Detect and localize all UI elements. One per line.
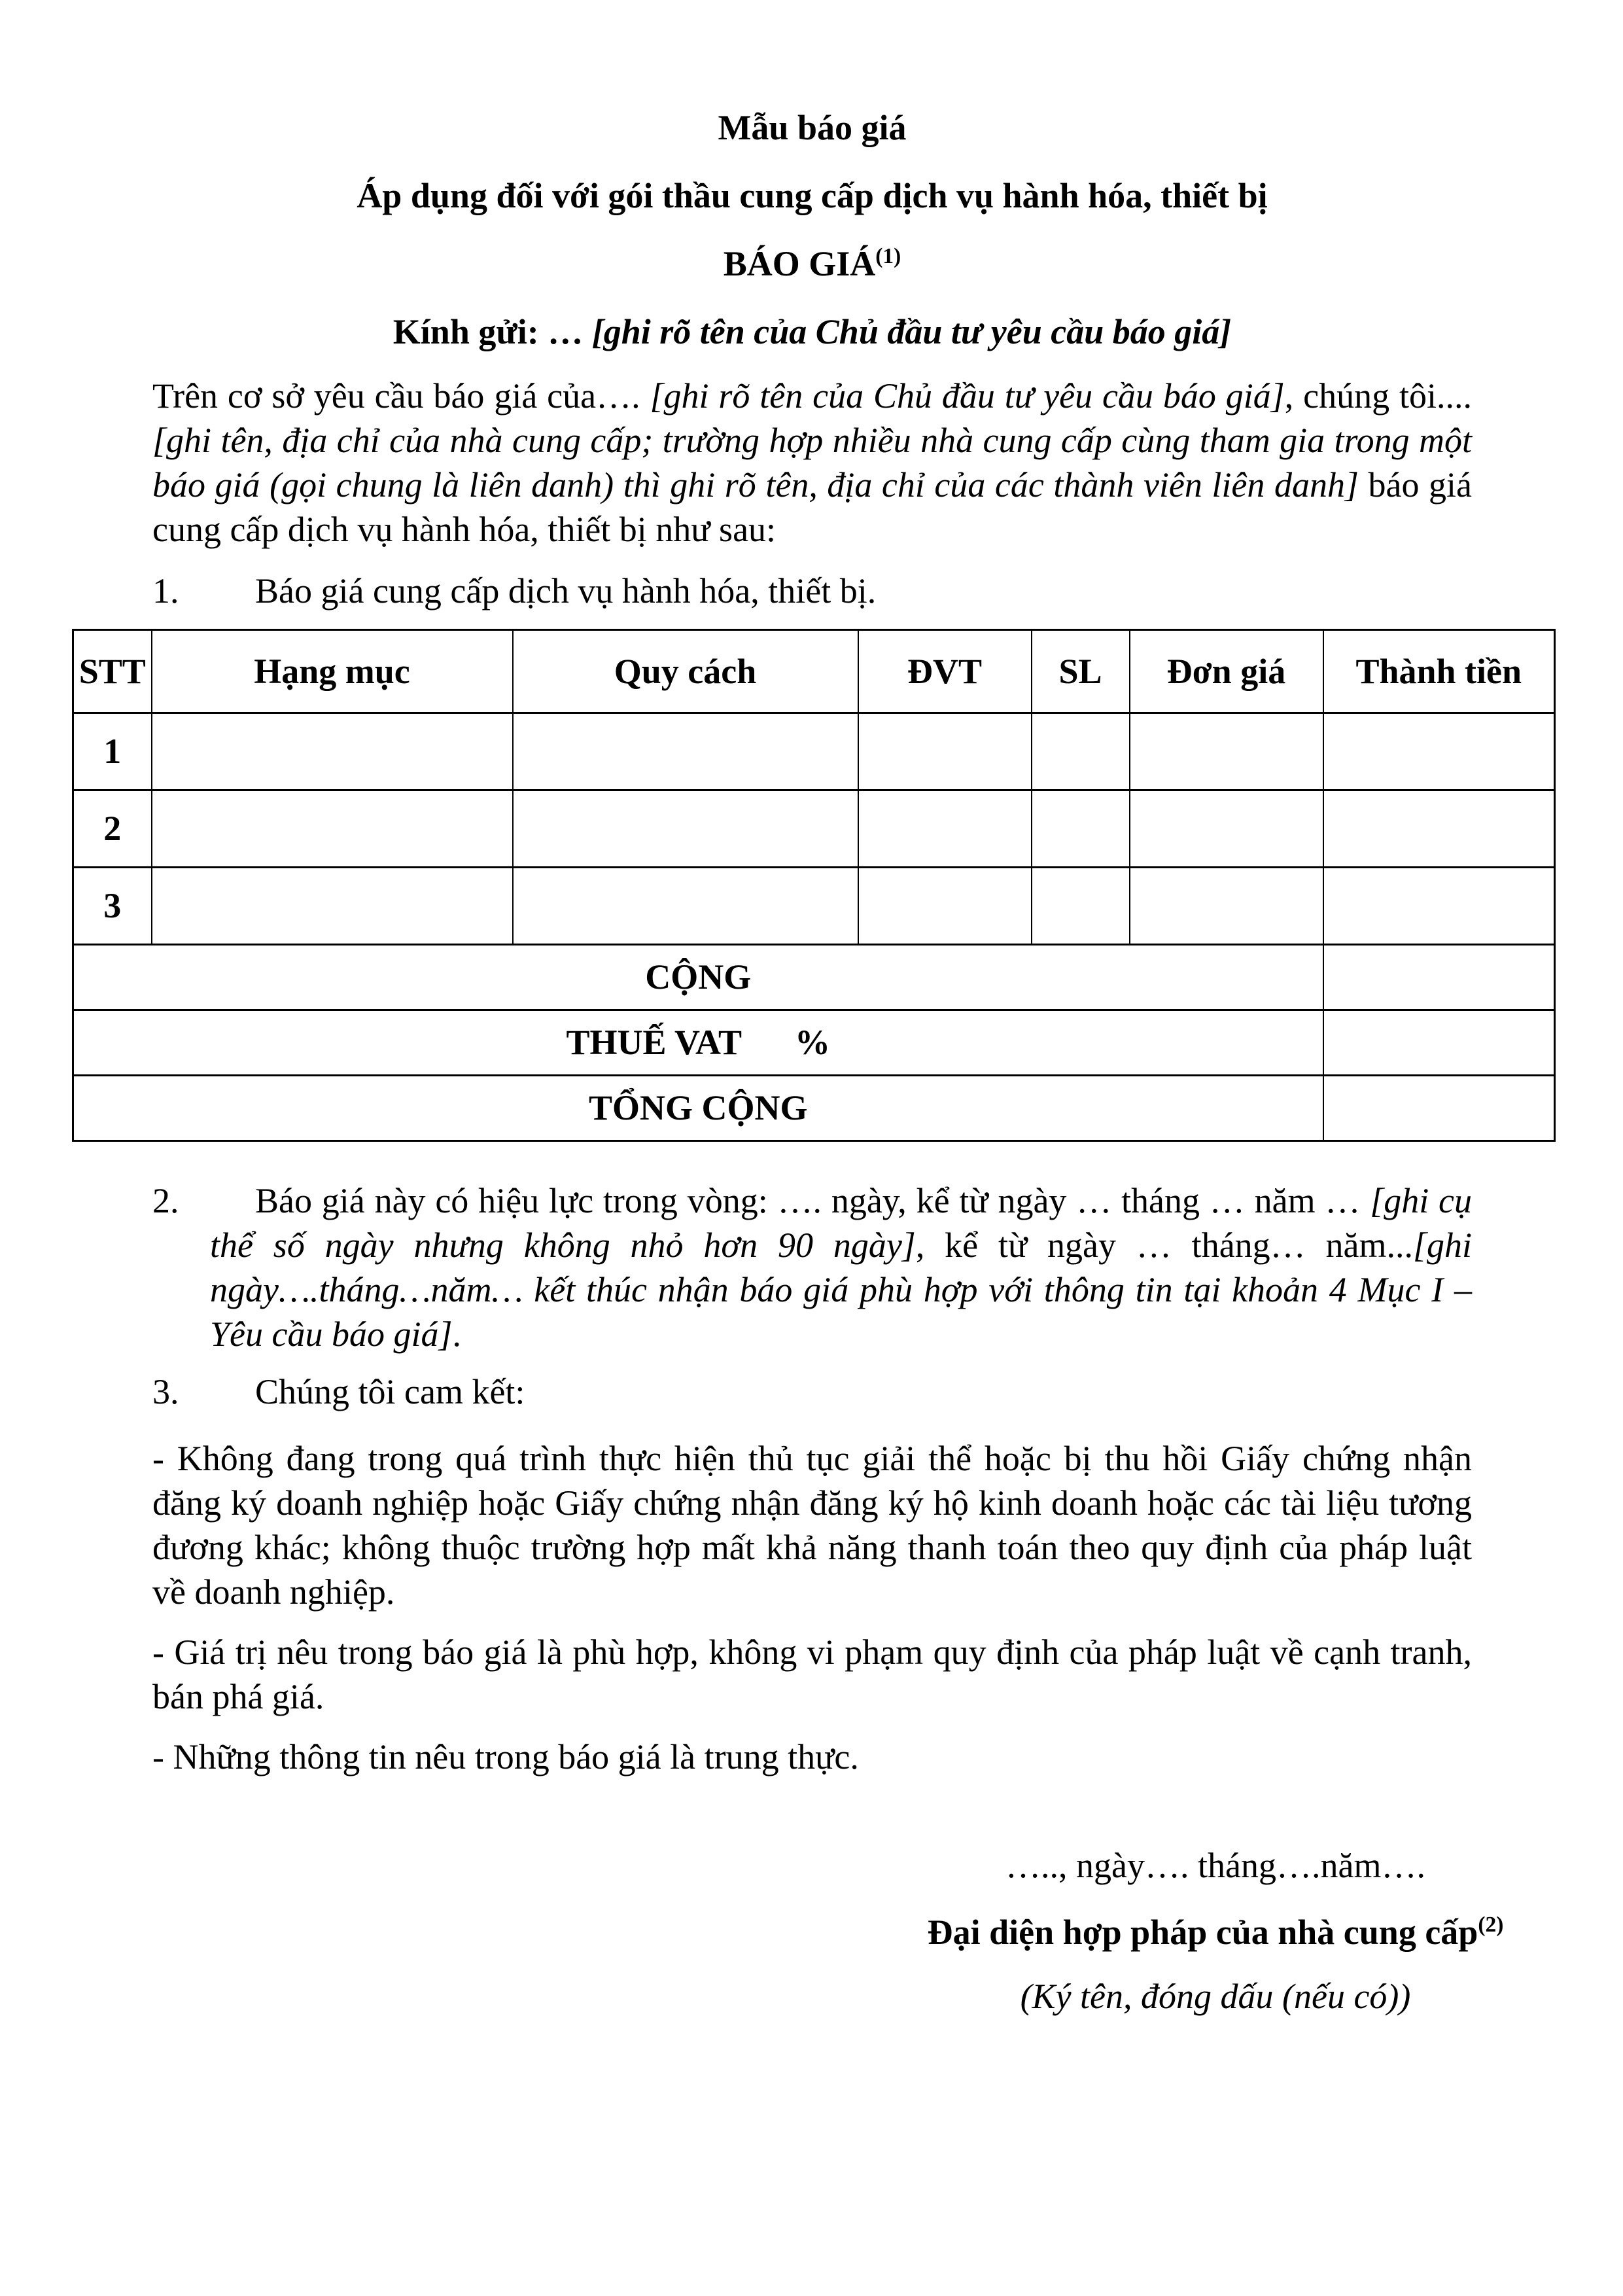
summary-value-tong-cong <box>1323 1075 1555 1140</box>
signature-block <box>921 1845 1510 2019</box>
cell-dvt <box>858 867 1032 944</box>
commitment-bullet-2: - Giá trị nêu trong báo giá là phù hợp, không vi phạm quy định của pháp luật về cạnh tranh, bán phá giá. <box>152 1632 1472 1716</box>
list-item-3-number: 3. <box>152 1371 179 1411</box>
quotation-table <box>72 629 1556 1142</box>
list-item-2-placeholder-1: [ghi cụ thể số ngày nhưng không nhỏ hơn 90 ngày] <box>210 1180 1472 1265</box>
col-header-quy-cach: Quy cách <box>513 629 858 713</box>
doc-title-form-name: Mẫu báo giá <box>718 108 907 147</box>
signature-date-line: ….., ngày…. tháng….năm…. <box>1005 1846 1425 1886</box>
commitment-bullet-3: - Những thông tin nêu trong báo giá là trung thực. <box>152 1737 859 1776</box>
signature-note: (Ký tên, đóng dấu (nếu có)) <box>1020 1976 1411 2016</box>
intro-text-3: báo giá cung cấp dịch vụ hành hóa, thiết bị như sau: <box>152 465 1472 549</box>
list-item-2-text-3: . <box>452 1314 461 1354</box>
intro-text-2: , chúng tôi.... <box>1284 376 1472 415</box>
list-item-2-text-1: Báo giá này có hiệu lực trong vòng: …. ngày, kể từ ngày … tháng … năm … <box>255 1180 1370 1220</box>
signature-title-text: Đại diện hợp pháp của nhà cung cấp <box>927 1912 1478 1952</box>
cell-dvt <box>858 790 1032 867</box>
col-header-thanh-tien: Thành tiền <box>1323 629 1555 713</box>
intro-placeholder-1: [ghi rõ tên của Chủ đầu tư yêu cầu báo giá] <box>650 376 1285 415</box>
list-item-3 <box>152 1369 1472 1414</box>
salutation-prefix: Kính gửi: … <box>393 311 592 351</box>
cell-hang-muc <box>152 867 513 944</box>
cell-quy-cach <box>513 790 858 867</box>
col-header-sl: SL <box>1032 629 1130 713</box>
list-item-2-placeholder-2: [ghi ngày….tháng…năm… kết thúc nhận báo giá phù hợp với thông tin tại khoản 4 Mục I – Yêu cầu báo giá] <box>210 1225 1472 1354</box>
cell-quy-cach <box>513 867 858 944</box>
table-summary-row-vat <box>73 1010 1555 1075</box>
cell-don-gia <box>1130 867 1323 944</box>
list-item-3-text: Chúng tôi cam kết: <box>255 1371 525 1411</box>
table-row <box>73 867 1555 944</box>
col-header-don-gia: Đơn giá <box>1130 629 1323 713</box>
table-summary-row-tong-cong <box>73 1075 1555 1140</box>
cell-thanh-tien <box>1323 867 1555 944</box>
cell-don-gia <box>1130 713 1323 790</box>
intro-placeholder-2: [ghi tên, địa chỉ của nhà cung cấp; trường hợp nhiều nhà cung cấp cùng tham gia trong một báo giá (gọi chung là liên danh) thì ghi rõ tên, địa chỉ của các thành viên liên danh] <box>152 420 1472 504</box>
cell-thanh-tien <box>1323 713 1555 790</box>
cell-stt: 3 <box>73 867 152 944</box>
doc-title-scope: Áp dụng đối với gói thầu cung cấp dịch vụ hành hóa, thiết bị <box>357 175 1268 215</box>
summary-value-cong <box>1323 944 1555 1010</box>
commitment-bullet-1: - Không đang trong quá trình thực hiện thủ tục giải thể hoặc bị thu hồi Giấy chứng nhận đăng ký doanh nghiệp hoặc Giấy chứng nhận đăng ký hộ kinh doanh hoặc các tài liệu tương đương khác; không thuộc trường hợp mất khả năng thanh toán theo quy định của pháp luật về doanh nghiệp. <box>152 1438 1472 1612</box>
table-row <box>73 713 1555 790</box>
table-header-row <box>73 629 1555 713</box>
footnote-ref-1: (1) <box>875 243 901 268</box>
cell-hang-muc <box>152 790 513 867</box>
doc-title-main-text: BÁO GIÁ <box>723 243 876 283</box>
list-item-1-text: Báo giá cung cấp dịch vụ hành hóa, thiết bị. <box>255 571 877 610</box>
intro-paragraph <box>152 374 1472 552</box>
cell-dvt <box>858 713 1032 790</box>
summary-label-tong-cong: TỔNG CỘNG <box>73 1075 1323 1140</box>
cell-hang-muc <box>152 713 513 790</box>
list-item-1 <box>152 569 1472 613</box>
cell-thanh-tien <box>1323 790 1555 867</box>
intro-text-1: Trên cơ sở yêu cầu báo giá của…. <box>152 376 650 415</box>
table-summary-row-cong <box>73 944 1555 1010</box>
cell-stt: 1 <box>73 713 152 790</box>
list-item-2-text-2: , kể từ ngày … tháng… năm... <box>915 1225 1413 1265</box>
summary-value-vat <box>1323 1010 1555 1075</box>
list-item-2 <box>152 1178 1472 1356</box>
summary-label-vat: THUẾ VAT % <box>73 1010 1323 1075</box>
list-item-2-number: 2. <box>152 1180 179 1220</box>
salutation-placeholder: [ghi rõ tên của Chủ đầu tư yêu cầu báo giá] <box>591 311 1232 351</box>
col-header-stt: STT <box>73 629 152 713</box>
cell-sl <box>1032 713 1130 790</box>
cell-quy-cach <box>513 713 858 790</box>
cell-sl <box>1032 867 1130 944</box>
footnote-ref-2: (2) <box>1478 1912 1504 1937</box>
list-item-1-number: 1. <box>152 571 179 610</box>
signature-title <box>921 1911 1510 1954</box>
salutation-line <box>152 311 1472 354</box>
cell-sl <box>1032 790 1130 867</box>
cell-stt: 2 <box>73 790 152 867</box>
col-header-hang-muc: Hạng mục <box>152 629 513 713</box>
summary-label-cong: CỘNG <box>73 944 1323 1010</box>
cell-don-gia <box>1130 790 1323 867</box>
col-header-dvt: ĐVT <box>858 629 1032 713</box>
doc-title-main <box>152 243 1472 286</box>
table-row <box>73 790 1555 867</box>
